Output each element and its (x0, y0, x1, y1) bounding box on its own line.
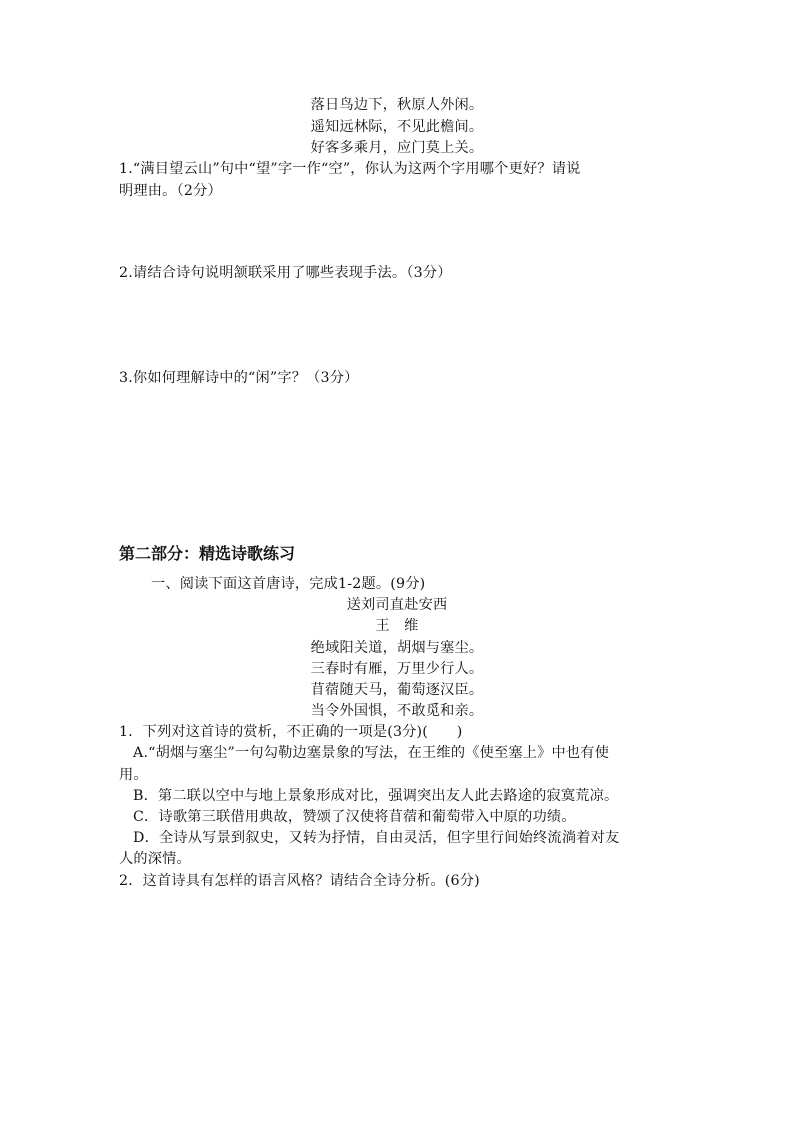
mc-question: 1．下列对这首诗的赏析，不正确的一项是(3分)( ) (119, 724, 463, 740)
question-2: 2.请结合诗句说明颔联采用了哪些表现手法。（3分） (119, 265, 452, 281)
poem1-line-2: 遥知远林际，不见此檐间。 (310, 119, 484, 135)
option-d-line-1: D．全诗从写景到叙史，又转为抒情，自由灵活，但字里行间始终流淌着对友 (133, 830, 620, 846)
poem2-line-4: 当令外国惧，不敢觅和亲。 (310, 703, 484, 719)
poem1-line-3: 好客多乘月，应门莫上关。 (310, 140, 484, 156)
option-b: B．第二联以空中与地上景象形成对比，强调突出友人此去路途的寂寞荒凉。 (133, 788, 619, 804)
option-d-line-2: 人的深情。 (119, 851, 191, 867)
poem1-line-1: 落日鸟边下，秋原人外闲。 (310, 97, 484, 113)
poem2-author: 王 维 (375, 618, 419, 634)
section-heading: 第二部分：精选诗歌练习 (119, 544, 296, 563)
poem2-line-3: 苜蓿随天马，葡萄逐汉臣。 (310, 682, 484, 698)
short-answer-question: 2．这首诗具有怎样的语言风格？请结合全诗分析。(6分) (119, 873, 480, 889)
option-a-line-2: 用。 (119, 767, 148, 783)
poem2-line-2: 三春时有雁，万里少行人。 (310, 661, 484, 677)
poem2-title: 送刘司直赴安西 (346, 597, 448, 613)
option-c: C．诗歌第三联借用典故，赞颂了汉使将苜蓿和葡萄带入中原的功绩。 (133, 809, 576, 825)
question-3: 3.你如何理解诗中的“闲”字？（3分） (119, 370, 359, 386)
poem2-line-1: 绝域阳关道，胡烟与塞尘。 (310, 640, 484, 656)
question-1-line-1: 1.“满目望云山”句中“望”字一作“空”，你认为这两个字用哪个更好？请说 (119, 161, 581, 177)
question-1-line-2: 明理由。（2分） (119, 183, 222, 199)
option-a-line-1: A.“胡烟与塞尘”一句勾勒边塞景象的写法，在王维的《使至塞上》中也有使 (133, 745, 610, 761)
instruction: 一、阅读下面这首唐诗，完成1-2题。(9分) (151, 576, 426, 592)
